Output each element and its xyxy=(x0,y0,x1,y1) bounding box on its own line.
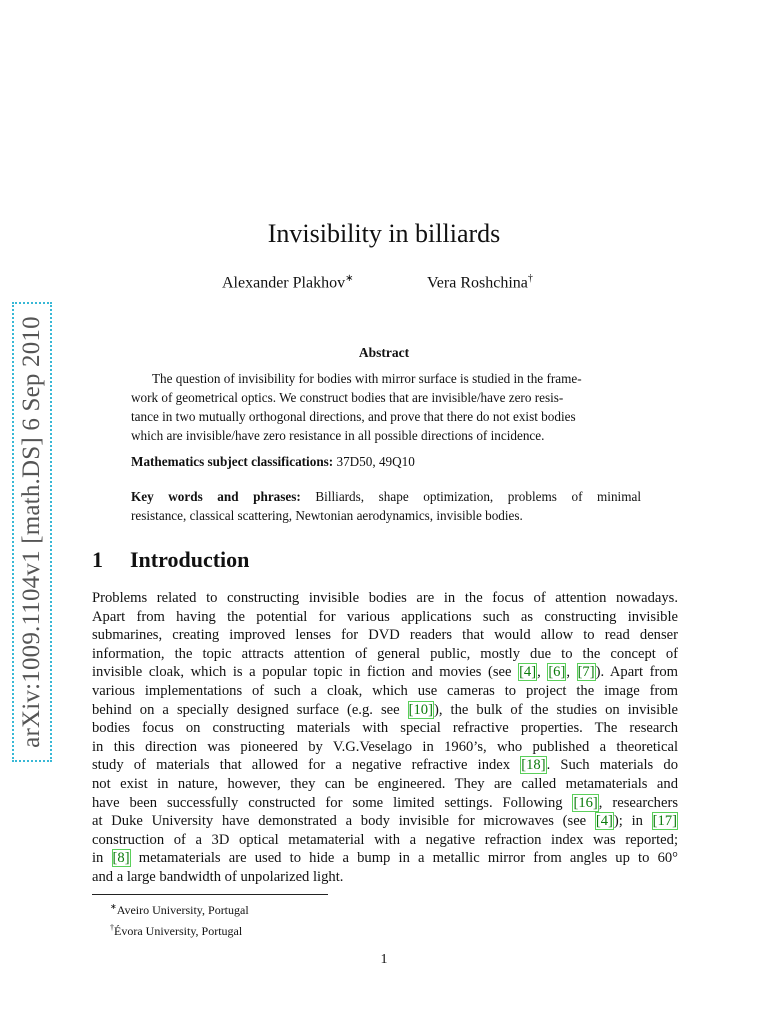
text-line xyxy=(92,794,678,813)
text-span: invisible cloak, which is a popular topic in fiction and movies (see xyxy=(92,664,519,681)
citation-link[interactable]: [6] xyxy=(548,664,566,681)
text-line xyxy=(92,756,678,775)
text-span: ); in xyxy=(613,813,652,830)
footnote-text: Évora University, Portugal xyxy=(114,924,243,938)
paper-title: Invisibility in billiards xyxy=(267,219,501,248)
text-line: Apart from having the potential for various applications such as constructing invisible xyxy=(92,608,678,625)
author xyxy=(427,273,533,292)
text-line: Problems related to constructing invisible bodies are in the focus of attention nowadays. xyxy=(92,590,678,606)
text-line: not exist in nature, however, they can be engineered. They are called metamaterials and xyxy=(92,775,678,792)
citation-link[interactable]: [16] xyxy=(573,794,598,811)
abstract-text xyxy=(131,369,641,445)
citation-link[interactable]: [7] xyxy=(577,664,595,681)
footnotes xyxy=(110,898,249,940)
msc-label: Mathematics subject classifications: xyxy=(131,454,334,469)
author-name: Alexander Plakhov xyxy=(222,274,346,292)
author-mark: † xyxy=(527,273,533,284)
author-mark: ∗ xyxy=(345,273,354,284)
text-span: ). Apart from xyxy=(595,664,679,681)
citation-link[interactable]: [4] xyxy=(519,664,537,681)
text-line: invisible cloak, which is a popular topic in fiction and movies (see [4], [6], [7]). Apart from xyxy=(92,664,679,681)
text-line xyxy=(92,701,678,720)
text-line xyxy=(92,849,678,868)
keywords xyxy=(131,487,641,525)
text-span: ), the bulk of the studies on invisible xyxy=(433,701,678,718)
footnote-mark: ∗ xyxy=(110,902,117,911)
text-line: and a large bandwidth of unpolarized light. xyxy=(92,868,344,885)
section-heading xyxy=(92,547,249,573)
section-title: Introduction xyxy=(130,547,250,572)
citation-link[interactable]: [18] xyxy=(521,757,546,774)
msc-classification xyxy=(131,454,415,470)
text-span: at Duke University have demonstrated a body invisible for microwaves (see xyxy=(92,813,595,830)
abstract-line: The question of invisibility for bodies with mirror surface is studied in the frame- xyxy=(152,371,582,386)
author xyxy=(222,273,353,292)
text-span: , researchers xyxy=(598,794,678,811)
footnote xyxy=(110,919,249,940)
footnote xyxy=(110,898,249,919)
citation-link[interactable]: [4] xyxy=(595,813,613,830)
citation-link[interactable]: [10] xyxy=(408,701,433,718)
text-line: various implementations of such a cloak, which use cameras to project the image from xyxy=(92,682,678,699)
text-span: metamaterials are used to hide a bump in a metallic mirror from angles up to 60° xyxy=(130,850,679,867)
author-name: Vera Roshchina xyxy=(427,274,528,292)
keywords-value: Billiards, shape optimization, problems of minimal xyxy=(300,489,641,504)
page-number: 1 xyxy=(380,952,388,967)
keywords-line xyxy=(131,487,641,506)
abstract-line: which are invisible/have zero resistance in all possible directions of incidence. xyxy=(131,428,545,443)
text-span: study of materials that allowed for a negative refractive index xyxy=(92,757,521,774)
text-line: in this direction was pioneered by V.G.Veselago in 1960’s, who published a theoretical xyxy=(92,738,678,755)
text-line: construction of a 3D optical metamaterial with a negative refraction index was reported; xyxy=(92,831,678,848)
text-span: in xyxy=(92,850,112,867)
section-number: 1 xyxy=(92,547,103,572)
keywords-line: resistance, classical scattering, Newtonian aerodynamics, invisible bodies. xyxy=(131,508,523,523)
footnote-text: Aveiro University, Portugal xyxy=(116,903,249,917)
text-line: information, the topic attracts attention of general public, mostly due to the concept of xyxy=(92,645,678,662)
text-span: have been successfully constructed for some limited settings. Following xyxy=(92,794,573,811)
citation-link[interactable]: [8] xyxy=(112,850,130,867)
footnote-rule xyxy=(92,894,328,895)
text-span: . Such materials do xyxy=(546,757,678,774)
keywords-label: Key words and phrases: xyxy=(131,489,301,504)
footnote-mark: † xyxy=(110,923,114,932)
abstract-line: work of geometrical optics. We construct bodies that are invisible/have zero resis- xyxy=(131,390,564,405)
abstract-heading: Abstract xyxy=(358,345,410,360)
text-span: behind on a specially designed surface (e.g. see xyxy=(92,701,408,718)
arxiv-side-stamp[interactable] xyxy=(12,302,52,762)
text-line xyxy=(92,812,678,831)
introduction-paragraph xyxy=(92,589,678,887)
text-line: bodies focus on constructing materials with special refractive properties. The research xyxy=(92,720,678,737)
citation-link[interactable]: [17] xyxy=(652,813,677,830)
abstract-line: tance in two mutually orthogonal directions, and prove that there do not exist bodies xyxy=(131,409,576,424)
msc-value: 37D50, 49Q10 xyxy=(333,454,415,469)
text-line: submarines, creating improved lenses for DVD readers that would allow to read denser xyxy=(92,627,678,644)
arxiv-identifier: arXiv:1009.1104v1 [math.DS] 6 Sep 2010 xyxy=(18,316,45,748)
